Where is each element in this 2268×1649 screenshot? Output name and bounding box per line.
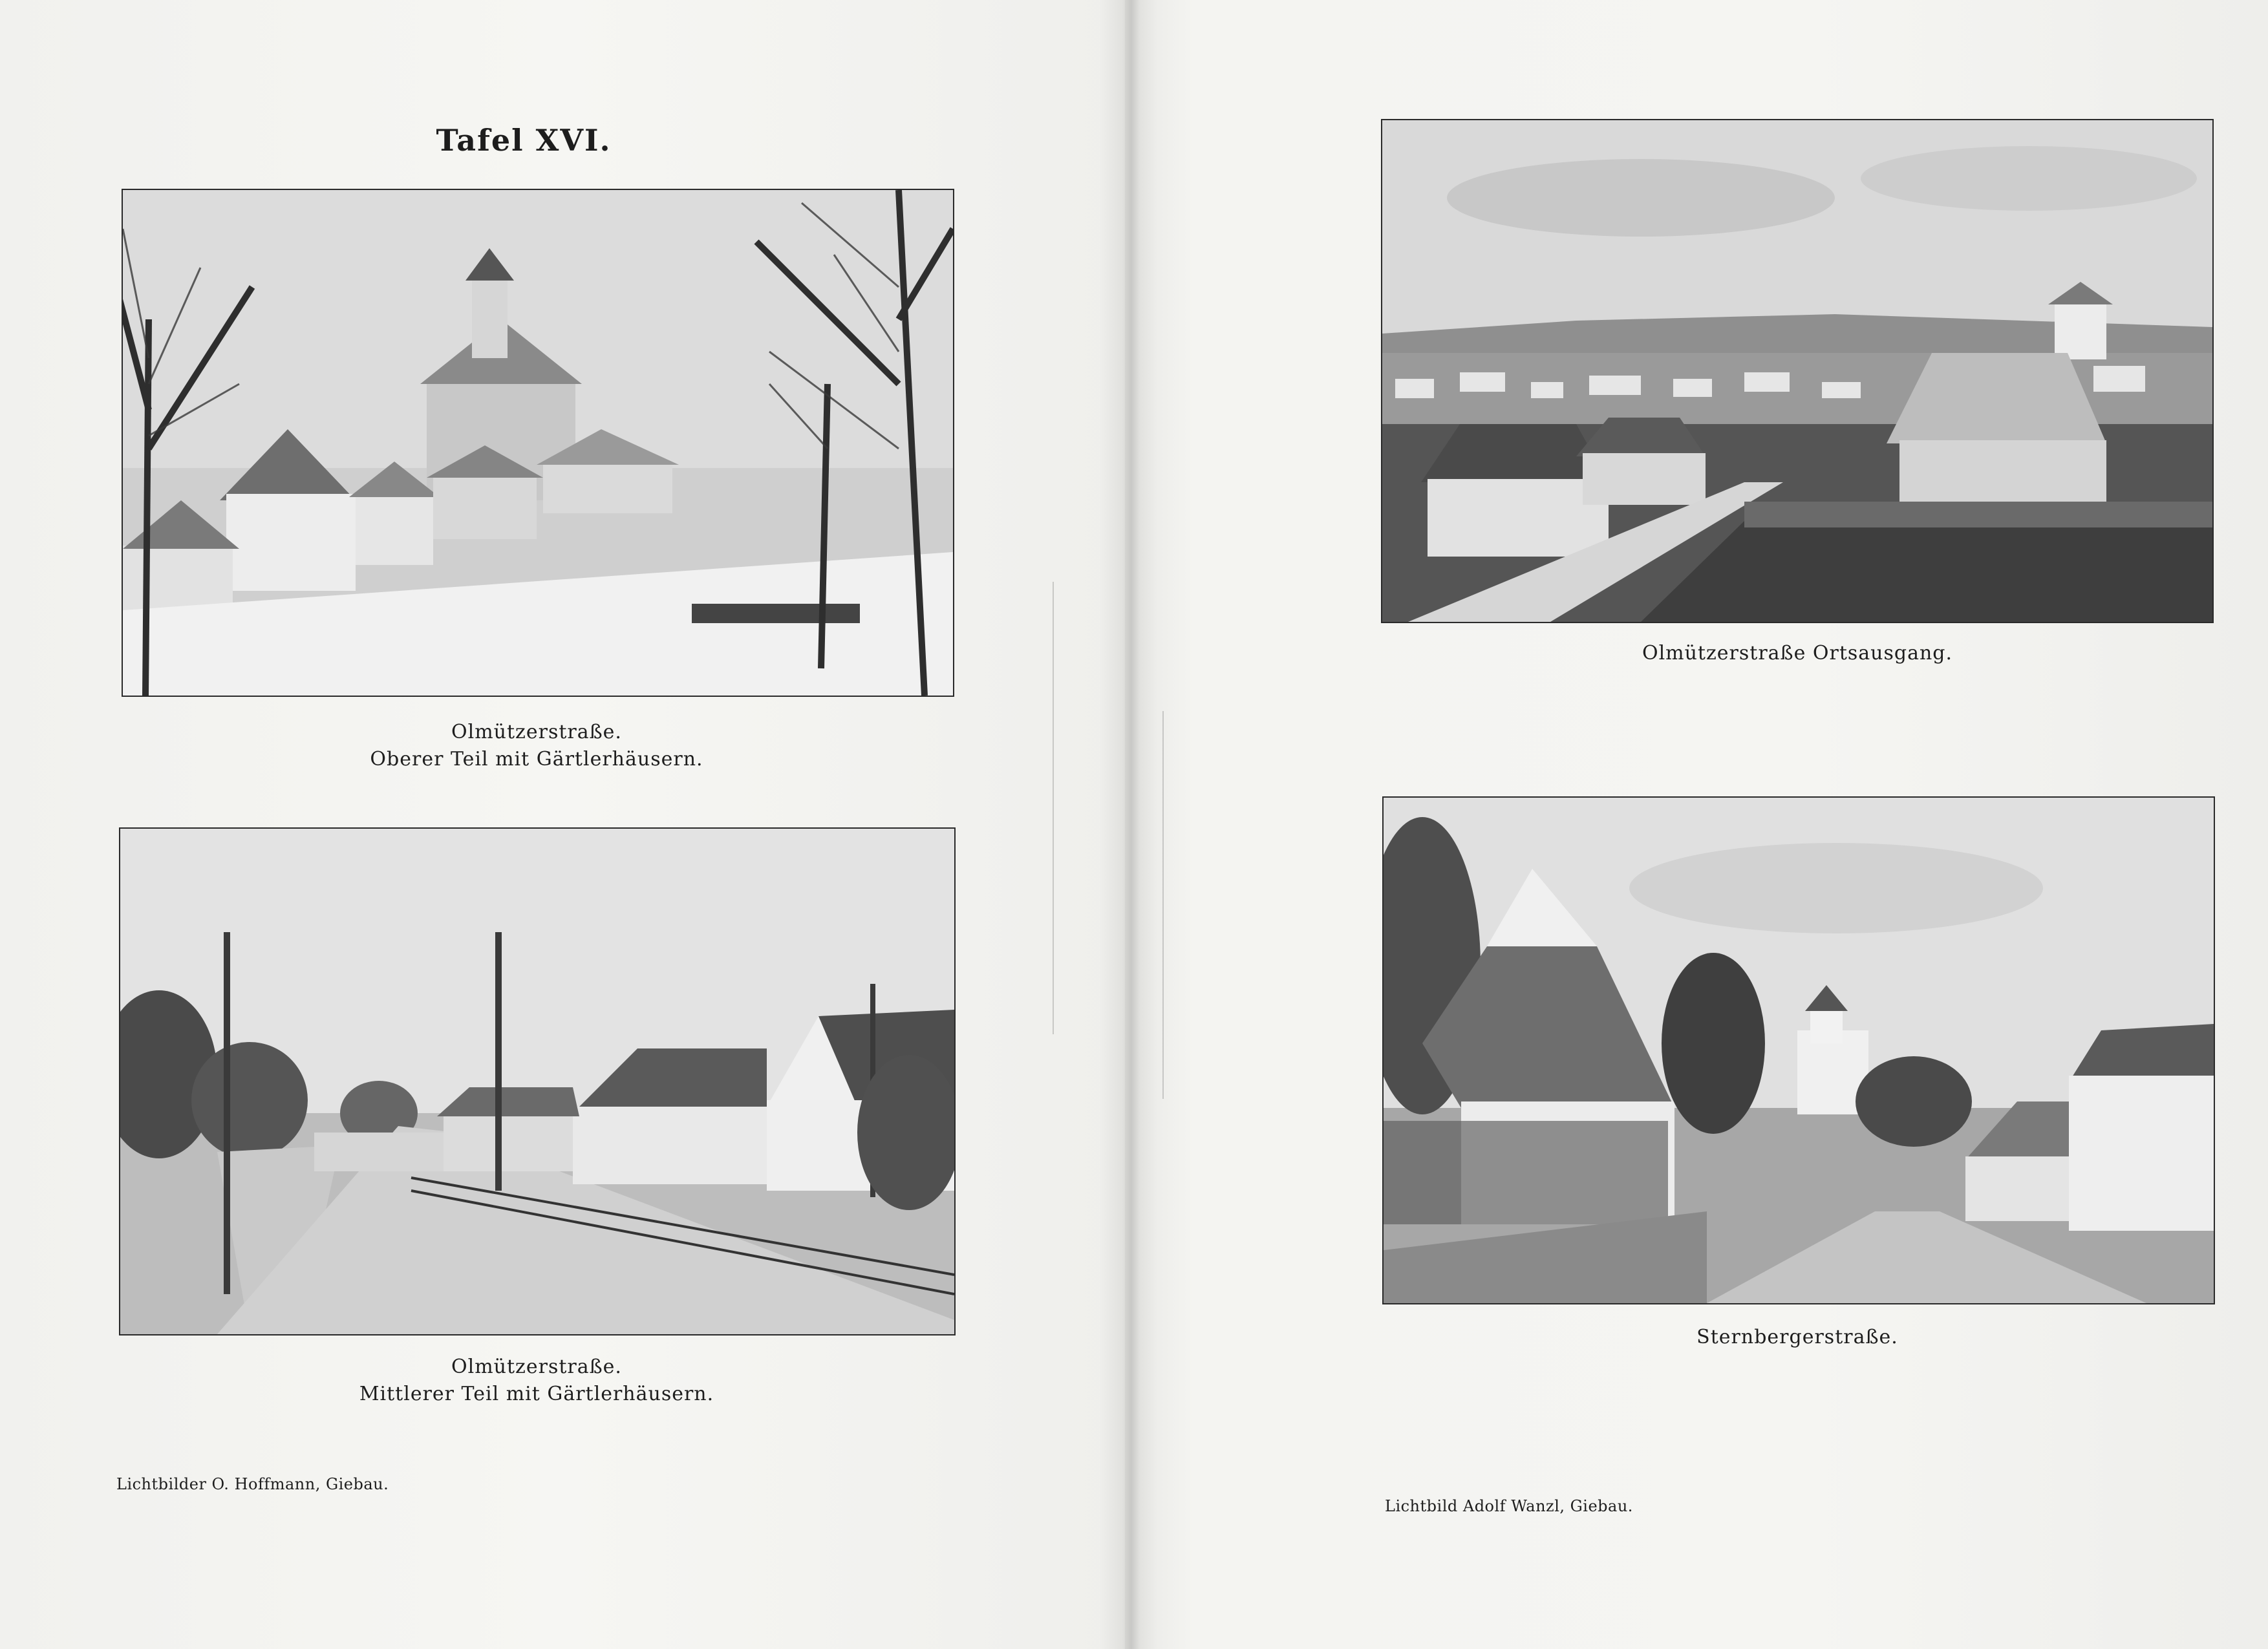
caption-top-left	[213, 719, 860, 773]
photo-olmuetzerstrasse-middle	[119, 827, 956, 1335]
fold-crease-right	[1162, 711, 1164, 1099]
credit-left: Lichtbilder O. Hoffmann, Giebau.	[116, 1475, 389, 1493]
caption-bottom-left-line2: Mittlerer Teil mit Gärtlerhäusern.	[359, 1383, 714, 1405]
book-gutter	[1099, 0, 1157, 1649]
left-page	[0, 0, 1125, 1649]
photo-sternberger-street-image	[1384, 798, 2214, 1303]
caption-top-left-line2: Oberer Teil mit Gärtlerhäusern.	[370, 748, 703, 771]
photo-village-street-image	[120, 829, 954, 1334]
photo-town-overview-image	[1382, 120, 2212, 622]
caption-top-left-line1: Olmützerstraße.	[451, 721, 622, 743]
photo-olmuetzerstrasse-ortsausgang	[1381, 119, 2214, 623]
right-page	[1125, 0, 2268, 1649]
plate-title: Tafel XVI.	[436, 123, 612, 158]
caption-bottom-left	[213, 1354, 860, 1408]
photo-sternbergerstrasse	[1382, 796, 2215, 1304]
photo-olmuetzerstrasse-upper	[122, 189, 954, 697]
caption-bottom-right: Sternbergerstraße.	[1696, 1326, 1898, 1348]
photo-snowy-street-image	[123, 190, 953, 696]
credit-right: Lichtbild Adolf Wanzl, Giebau.	[1385, 1497, 1633, 1515]
caption-bottom-left-line1: Olmützerstraße.	[451, 1356, 622, 1378]
caption-top-right: Olmützerstraße Ortsausgang.	[1642, 642, 1953, 665]
fold-crease-left	[1053, 582, 1054, 1034]
